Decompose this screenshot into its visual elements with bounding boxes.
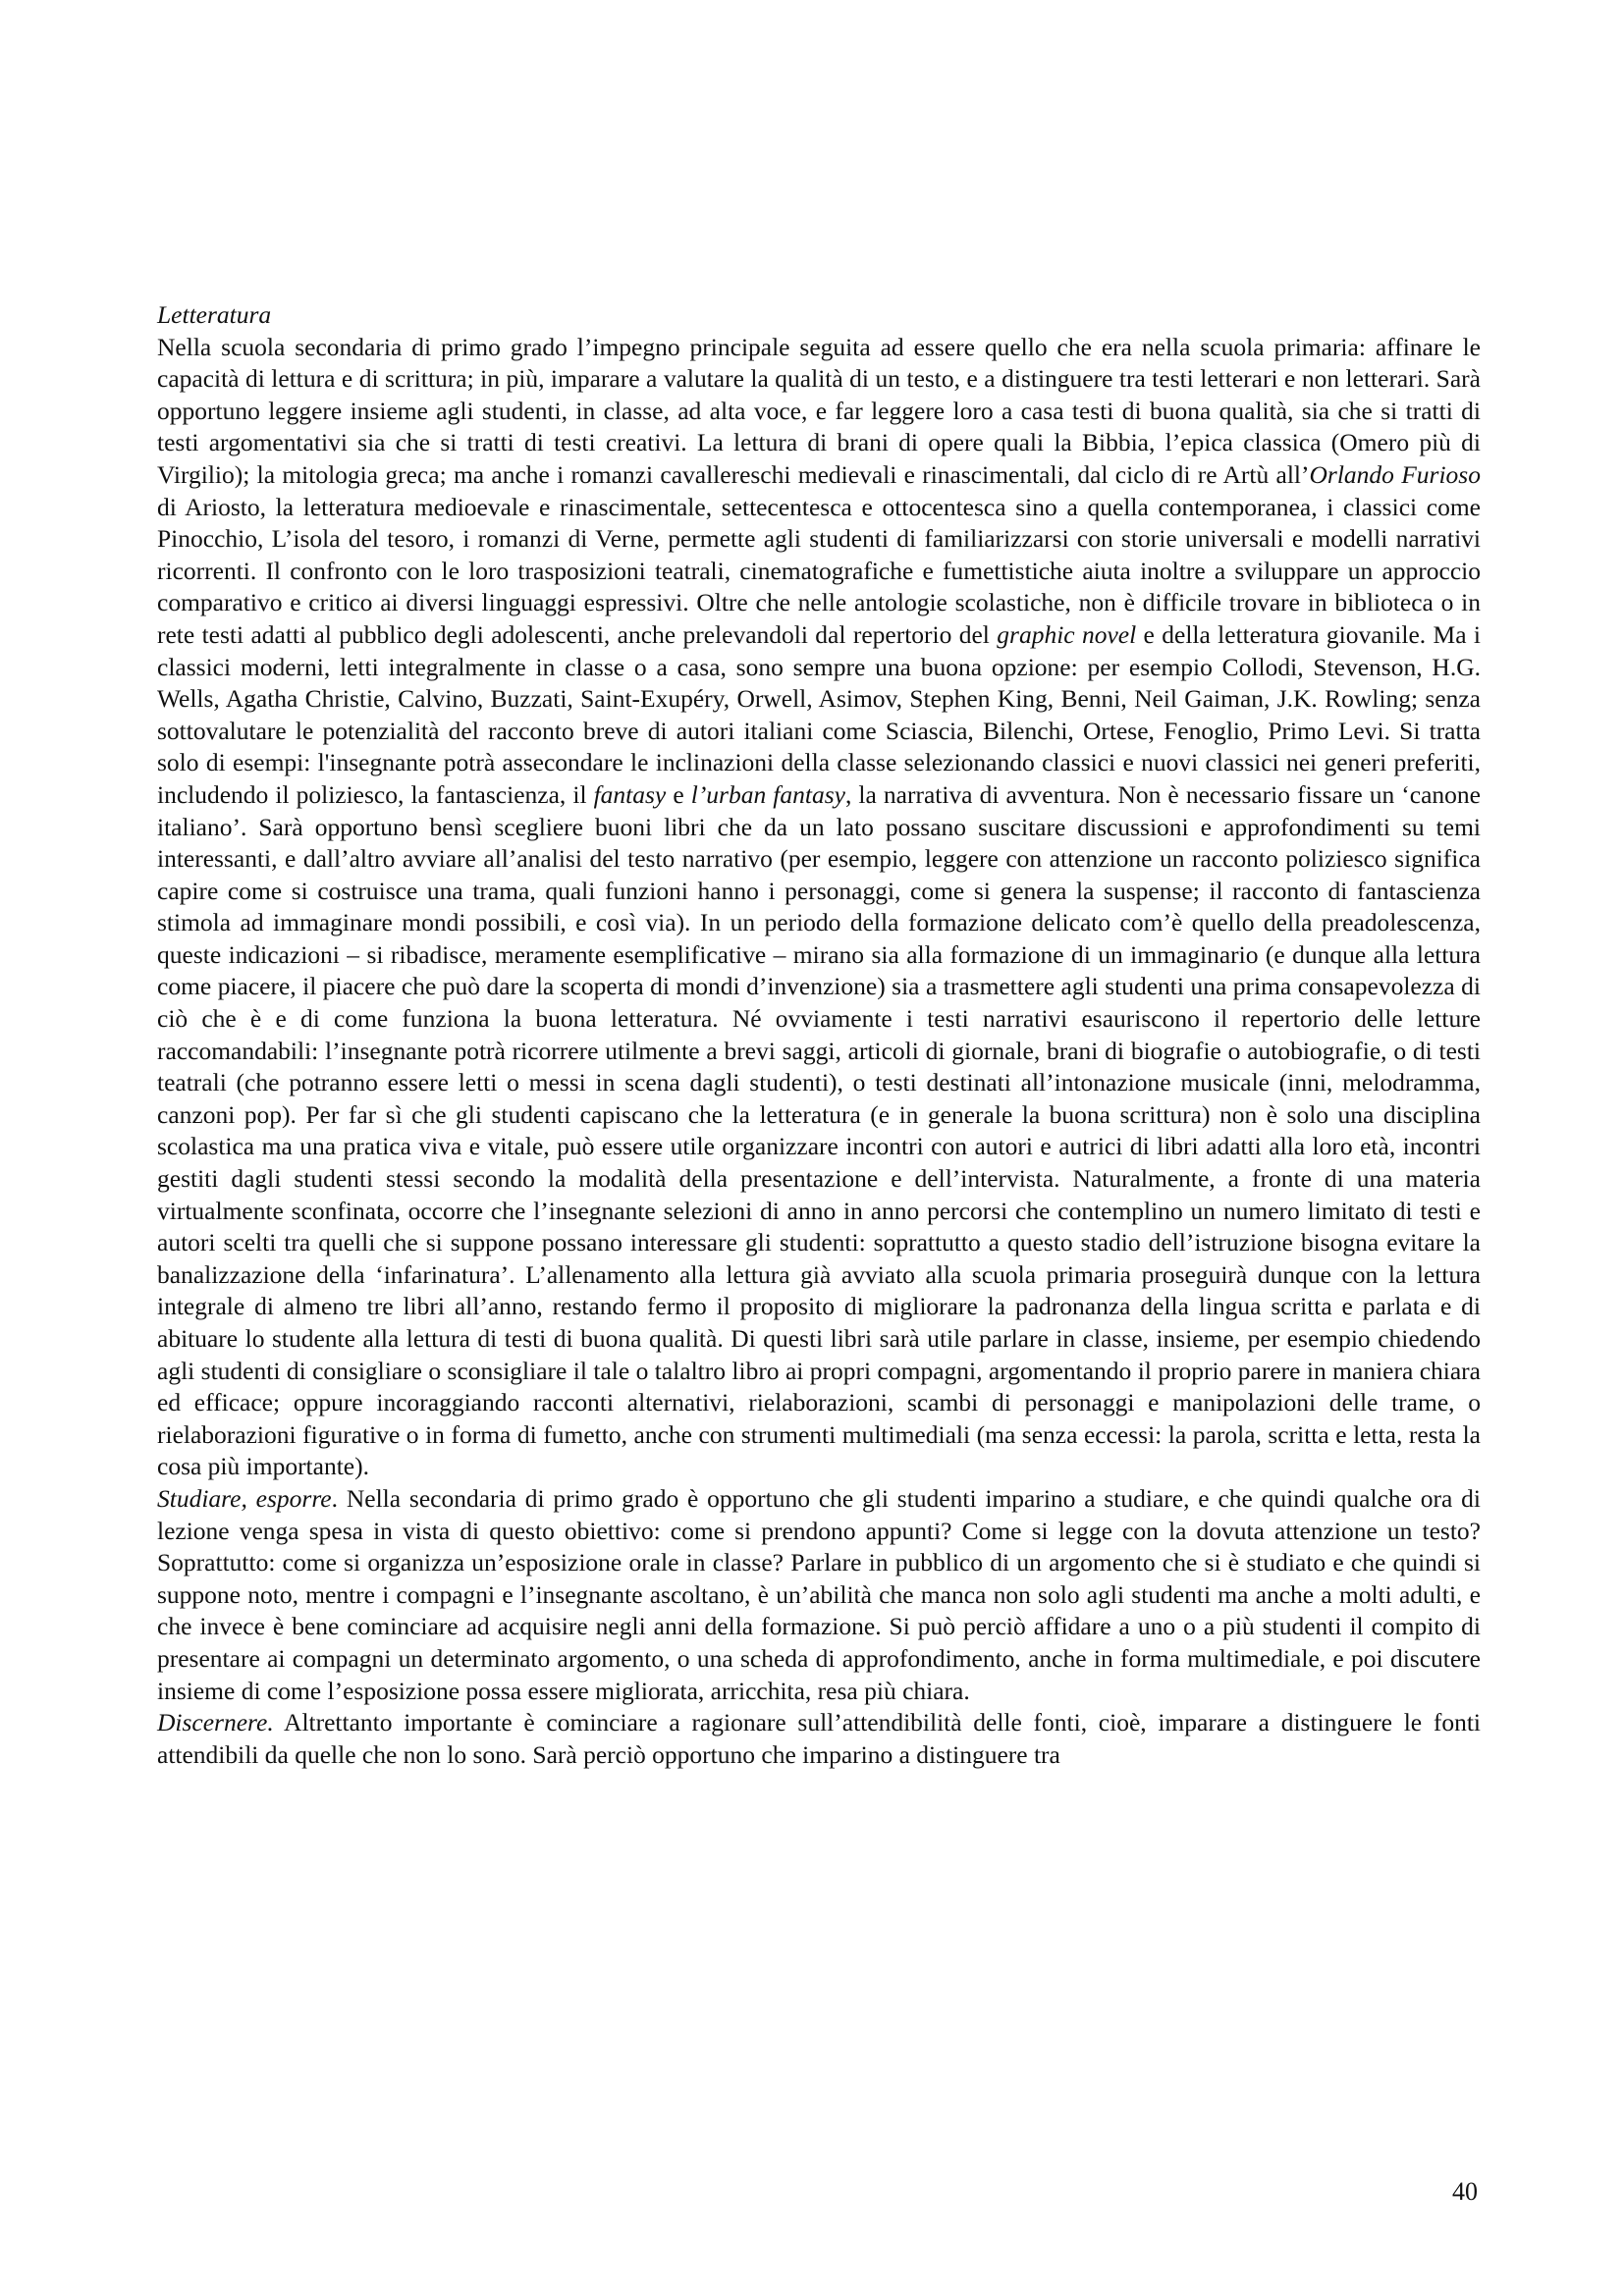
- paragraph-discernere: [157, 1707, 1481, 1771]
- paragraph-studiare-esporre: [157, 1483, 1481, 1707]
- run-in-heading: Studiare, esporre: [157, 1483, 332, 1513]
- run-in-heading: Discernere.: [157, 1708, 274, 1737]
- text-segment: e: [666, 779, 691, 809]
- text-segment: . Nella secondaria di primo grado è opportuno che gli studenti imparino a studiare, e che quindi qualche ora di lezione venga spesa in vista di questo obiettivo: come si prendono appunti? Come si legge con la dovuta attenzione un testo? Soprattutto: come si organizza un’esposizione orale in classe? Parlare in pubblico di un argomento che si è studiato e che quindi si suppone noto, mentre i compagni e l’insegnante ascoltano, è un’abilità che manca non solo agli studenti ma anche a molti adulti, e che invece è bene cominciare ad acquisire negli anni della formazione. Si può perciò affidare a uno o a più studenti il compito di presentare ai compagni un determinato argomento, o una scheda di approfondimento, anche in forma multimediale, e poi discutere insieme di come l’esposizione possa essere migliorata, arricchita, resa più chiara.: [157, 1483, 1482, 1705]
- italic-term: l’urban fantasy: [690, 779, 845, 809]
- section-heading: Letteratura: [157, 300, 272, 329]
- text-segment: di Ariosto, la letteratura medioevale e rinascimentale, settecentesca e ottocentesca sino a quella contemporanea, i classici come Pinocchio, L’isola del tesoro, i romanzi di Verne, permette agli studenti di familiarizzarsi con storie universali e modelli narrativi ricorrenti. Il confronto con le loro trasposizioni teatrali, cinematografiche e fumettistiche aiuta inoltre a sviluppare un approccio comparativo e critico ai diversi linguaggi espressivi. Oltre che nelle antologie scolastiche, non è difficile trovare in biblioteca o in rete testi adatti al pubblico degli adolescenti, anche prelevandoli dal repertorio del: [157, 492, 1481, 649]
- italic-term: fantasy: [593, 779, 667, 809]
- text-segment: , la narrativa di avventura. Non è necessario fissare un ‘canone italiano’. Sarà opportuno bensì scegliere buoni libri che da un lato possano suscitare discussioni e approfondimenti su temi interessanti, e dall’altro avviare all’analisi del testo narrativo (per esempio, leggere con attenzione un racconto poliziesco significa capire come si costruisce una trama, quali funzioni hanno i personaggi, come si genera la suspense; il racconto di fantascienza stimola ad immaginare mondi possibili, e così via). In un periodo della formazione delicato com’è quello della preadolescenza, queste indicazioni – si ribadisce, meramente esemplificative – mirano sia alla formazione di un immaginario (e dunque alla lettura come piacere, il piacere che può dare la scoperta di mondi d’invenzione) sia a trasmettere agli studenti una prima consapevolezza di ciò che è e di come funziona la buona letteratura. Né ovviamente i testi narrativi esauriscono il repertorio delle letture raccomandabili: l’insegnante potrà ricorrere utilmente a brevi saggi, articoli di giornale, brani di biografie o autobiografie, o di testi teatrali (che potranno essere letti o messi in scena dagli studenti), o testi destinati all’intonazione musicale (inni, melodramma, canzoni pop). Per far sì che gli studenti capiscano che la letteratura (e in generale la buona scrittura) non è solo una disciplina scolastica ma una pratica viva e vitale, può essere utile organizzare incontri con autori e autrici di libri adatti alla loro età, incontri gestiti dagli studenti stessi secondo la modalità della presentazione e dell’intervista. Naturalmente, a fronte di una materia virtualmente sconfinata, occorre che l’insegnante selezioni di anno in anno percorsi che contemplino un numero limitato di testi e autori scelti tra quelli che si suppone possano interessare gli studenti: soprattutto a questo stadio dell’istruzione bisogna evitare la banalizzazione della ‘infarinatura’. L’allenamento alla lettura già avviato alla scuola primaria proseguirà dunque con la lettura integrale di almeno tre libri all’anno, restando fermo il proposito di migliorare la padronanza della lingua scritta e parlata e di abituare lo studente alla lettura di testi di buona qualità. Di questi libri sarà utile parlare in classe, insieme, per esempio chiedendo agli studenti di consigliare o sconsigliare il tale o talaltro libro ai propri compagni, argomentando il proprio parere in maniera chiara ed efficace; oppure incoraggiando racconti alternativi, rielaborazioni, scambi di personaggi e manipolazioni delle trame, o rielaborazioni figurative o in forma di fumetto, anche con strumenti multimediali (ma senza eccessi: la parola, scritta e letta, resta la cosa più importante).: [157, 779, 1481, 1481]
- italic-term: graphic novel: [997, 619, 1137, 649]
- paragraph-letteratura: [157, 332, 1481, 1483]
- text-segment: Nella scuola secondaria di primo grado l’impegno principale seguita ad essere quello che era nella scuola primaria: affinare le capacità di lettura e di scrittura; in più, imparare a valutare la qualità di un testo, e a distinguere tra testi letterari e non letterari. Sarà opportuno leggere insieme agli studenti, in classe, ad alta voce, e far leggere loro a casa testi di buona qualità, sia che si tratti di testi argomentativi sia che si tratti di testi creativi. La lettura di brani di opere quali la Bibbia, l’epica classica (Omero più di Virgilio); la mitologia greca; ma anche i romanzi cavallereschi medievali e rinascimentali, dal ciclo di re Artù all’: [157, 332, 1481, 489]
- text-segment: e della letteratura giovanile. Ma i classici moderni, letti integralmente in classe o a casa, sono sempre una buona opzione: per esempio Collodi, Stevenson, H.G. Wells, Agatha Christie, Calvino, Buzzati, Saint-Exupéry, Orwell, Asimov, Stephen King, Benni, Neil Gaiman, J.K. Rowling; senza sottovalutare le potenzialità del racconto breve di autori italiani come Sciascia, Bilenchi, Ortese, Fenoglio, Primo Levi. Si tratta solo di esempi: l'insegnante potrà assecondare le inclinazioni della classe selezionando classici e nuovi classici nei generi preferiti, includendo il poliziesco, la fantascienza, il: [157, 619, 1481, 809]
- body-text: [157, 299, 1481, 1771]
- italic-title: Orlando Furioso: [1309, 459, 1481, 489]
- page-number: 40: [1452, 2177, 1478, 2206]
- text-segment: Altrettanto importante è cominciare a ragionare sull’attendibilità delle fonti, cioè, imparare a distinguere le fonti attendibili da quelle che non lo sono. Sarà perciò opportuno che imparino a distinguere tra: [157, 1708, 1481, 1769]
